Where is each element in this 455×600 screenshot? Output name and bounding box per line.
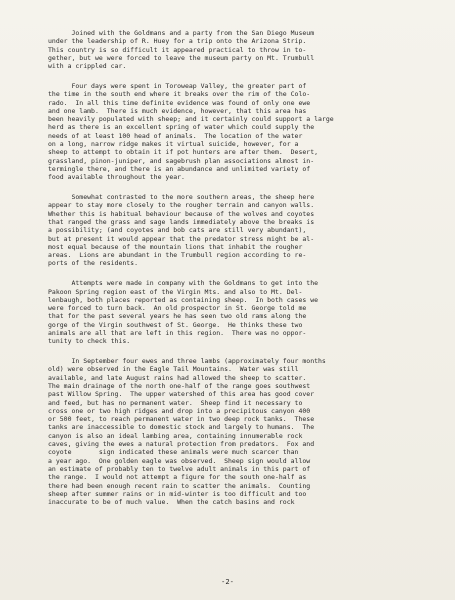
text-line: there had been enough recent rain to scatter the animals. Counting — [48, 481, 311, 490]
document-body — [48, 29, 443, 506]
paragraph — [48, 29, 443, 70]
text-line: most equal because of the mountain lions that inhabit the rougher — [48, 242, 303, 251]
text-line: a year ago. One golden eagle was observed. Sheep sign would allow — [48, 456, 311, 465]
text-line: or 500 feet, to reach permanent water in two deep rock tanks. These — [48, 415, 315, 424]
text-line: inaccurate to be of much value. When the catch basins and rock — [48, 498, 295, 507]
text-line: tanks are inaccessible to domestic stock and largely to humans. The — [48, 423, 315, 432]
text-line: food available throughout the year. — [48, 173, 185, 182]
text-line: This country is so difficult it appeared practical to throw in to- — [48, 45, 307, 54]
text-line: gorge of the Virgin southwest of St. George. He thinks these two — [48, 320, 303, 329]
text-line: Pakoon Spring region east of the Virgin Mts. and also to Mt. Del- — [48, 287, 303, 296]
text-line: appear to stay more closely to the rougher terrain and canyon walls. — [48, 201, 315, 210]
paragraph — [48, 193, 443, 268]
text-line: available, and late August rains had allowed the sheep to scatter. — [48, 373, 307, 382]
text-line: sheep after summer rains or in mid-winter is too difficult and too — [48, 489, 307, 498]
text-line: an estimate of probably ten to twelve adult animals in this part of — [48, 464, 311, 473]
text-line: herd as there is an excellent spring of water which could supply the — [48, 123, 315, 132]
text-line: under the leadership of R. Huey for a trip onto the Arizona Strip. — [48, 37, 307, 46]
text-line: ports of the residents. — [48, 259, 139, 268]
text-line: needs of at least 100 head of animals. The location of the water — [48, 131, 303, 140]
text-line: and feed, but has no permanent water. Sheep find it necessary to — [48, 398, 303, 407]
text-line: In September four ewes and three lambs (approximately four months — [48, 357, 326, 366]
text-line: on a long, narrow ridge makes it virtual suicide, however, for a — [48, 140, 299, 149]
text-line: The main drainage of the north one-half of the range goes southwest — [48, 381, 311, 390]
text-line: that ranged the grass and sage lands immediately above the breaks is — [48, 217, 315, 226]
text-line: sheep to attempt to obtain it if pot hunters are after them. Desert, — [48, 148, 319, 157]
text-line: Somewhat contrasted to the more southern areas, the sheep here — [48, 193, 315, 202]
text-line: been heavily populated with sheep; and it certainly could support a large — [48, 115, 334, 124]
text-line: areas. Lions are abundant in the Trumbull region according to re- — [48, 251, 307, 260]
text-line: but at present it would appear that the predator stress might be al- — [48, 234, 315, 243]
text-line: past Willow Spring. The upper watershed of this area has good cover — [48, 390, 315, 399]
text-line: the range. I would not attempt a figure for the south one-half as — [48, 473, 307, 482]
text-line: canyon is also an ideal lambing area, containing innumerable rock — [48, 431, 303, 440]
text-line: termingle there, and there is an abundance and unlimited variety of — [48, 164, 311, 173]
text-line: that for the past several years he has seen two old rams along the — [48, 312, 307, 321]
text-line: with a crippled car. — [48, 62, 127, 71]
text-line: a possibility; (and coyotes and bob cats are still very abundant), — [48, 226, 307, 235]
paragraph — [48, 82, 443, 182]
text-line: gether, but we were forced to leave the museum party on Mt. Trumbull — [48, 53, 315, 62]
text-line: animals are all that are left in this region. There was no oppor- — [48, 329, 307, 337]
text-line: rado. In all this time definite evidence was found of only one ewe — [48, 98, 311, 107]
text-line: cross one or two high ridges and drop into a precipitous canyon 400 — [48, 406, 311, 415]
text-line: lenbaugh, both places reported as containing sheep. In both cases we — [48, 295, 319, 304]
text-line: Four days were spent in Toroweap Valley, the greater part of — [48, 81, 307, 90]
paragraph — [48, 357, 443, 506]
text-line: grassland, pinon-juniper, and sagebrush plan associations almost in- — [48, 156, 315, 165]
text-line: caves, giving the ewes a natural protection from predators. Fox and — [48, 440, 315, 449]
text-line: Joined with the Goldmans and a party from the San Diego Museum — [48, 29, 315, 37]
page-number: -2- — [221, 577, 234, 586]
text-line: the time in the south end where it breaks over the rim of the Colo- — [48, 90, 311, 99]
text-line: and one lamb. There is much evidence, however, that this area has — [48, 106, 307, 115]
text-line: tunity to check this. — [48, 337, 131, 346]
text-line: coyote sign indicated these animals were much scarcer than — [48, 448, 299, 457]
text-line: Attempts were made in company with the Goldmans to get into the — [48, 279, 319, 288]
paragraph — [48, 279, 443, 345]
text-line: were forced to turn back. An old prospector in St. George told me — [48, 304, 307, 313]
text-line: Whether this is habitual behaviour because of the wolves and coyotes — [48, 209, 315, 218]
text-line: old) were observed in the Eagle Tail Mountains. Water was still — [48, 365, 299, 374]
